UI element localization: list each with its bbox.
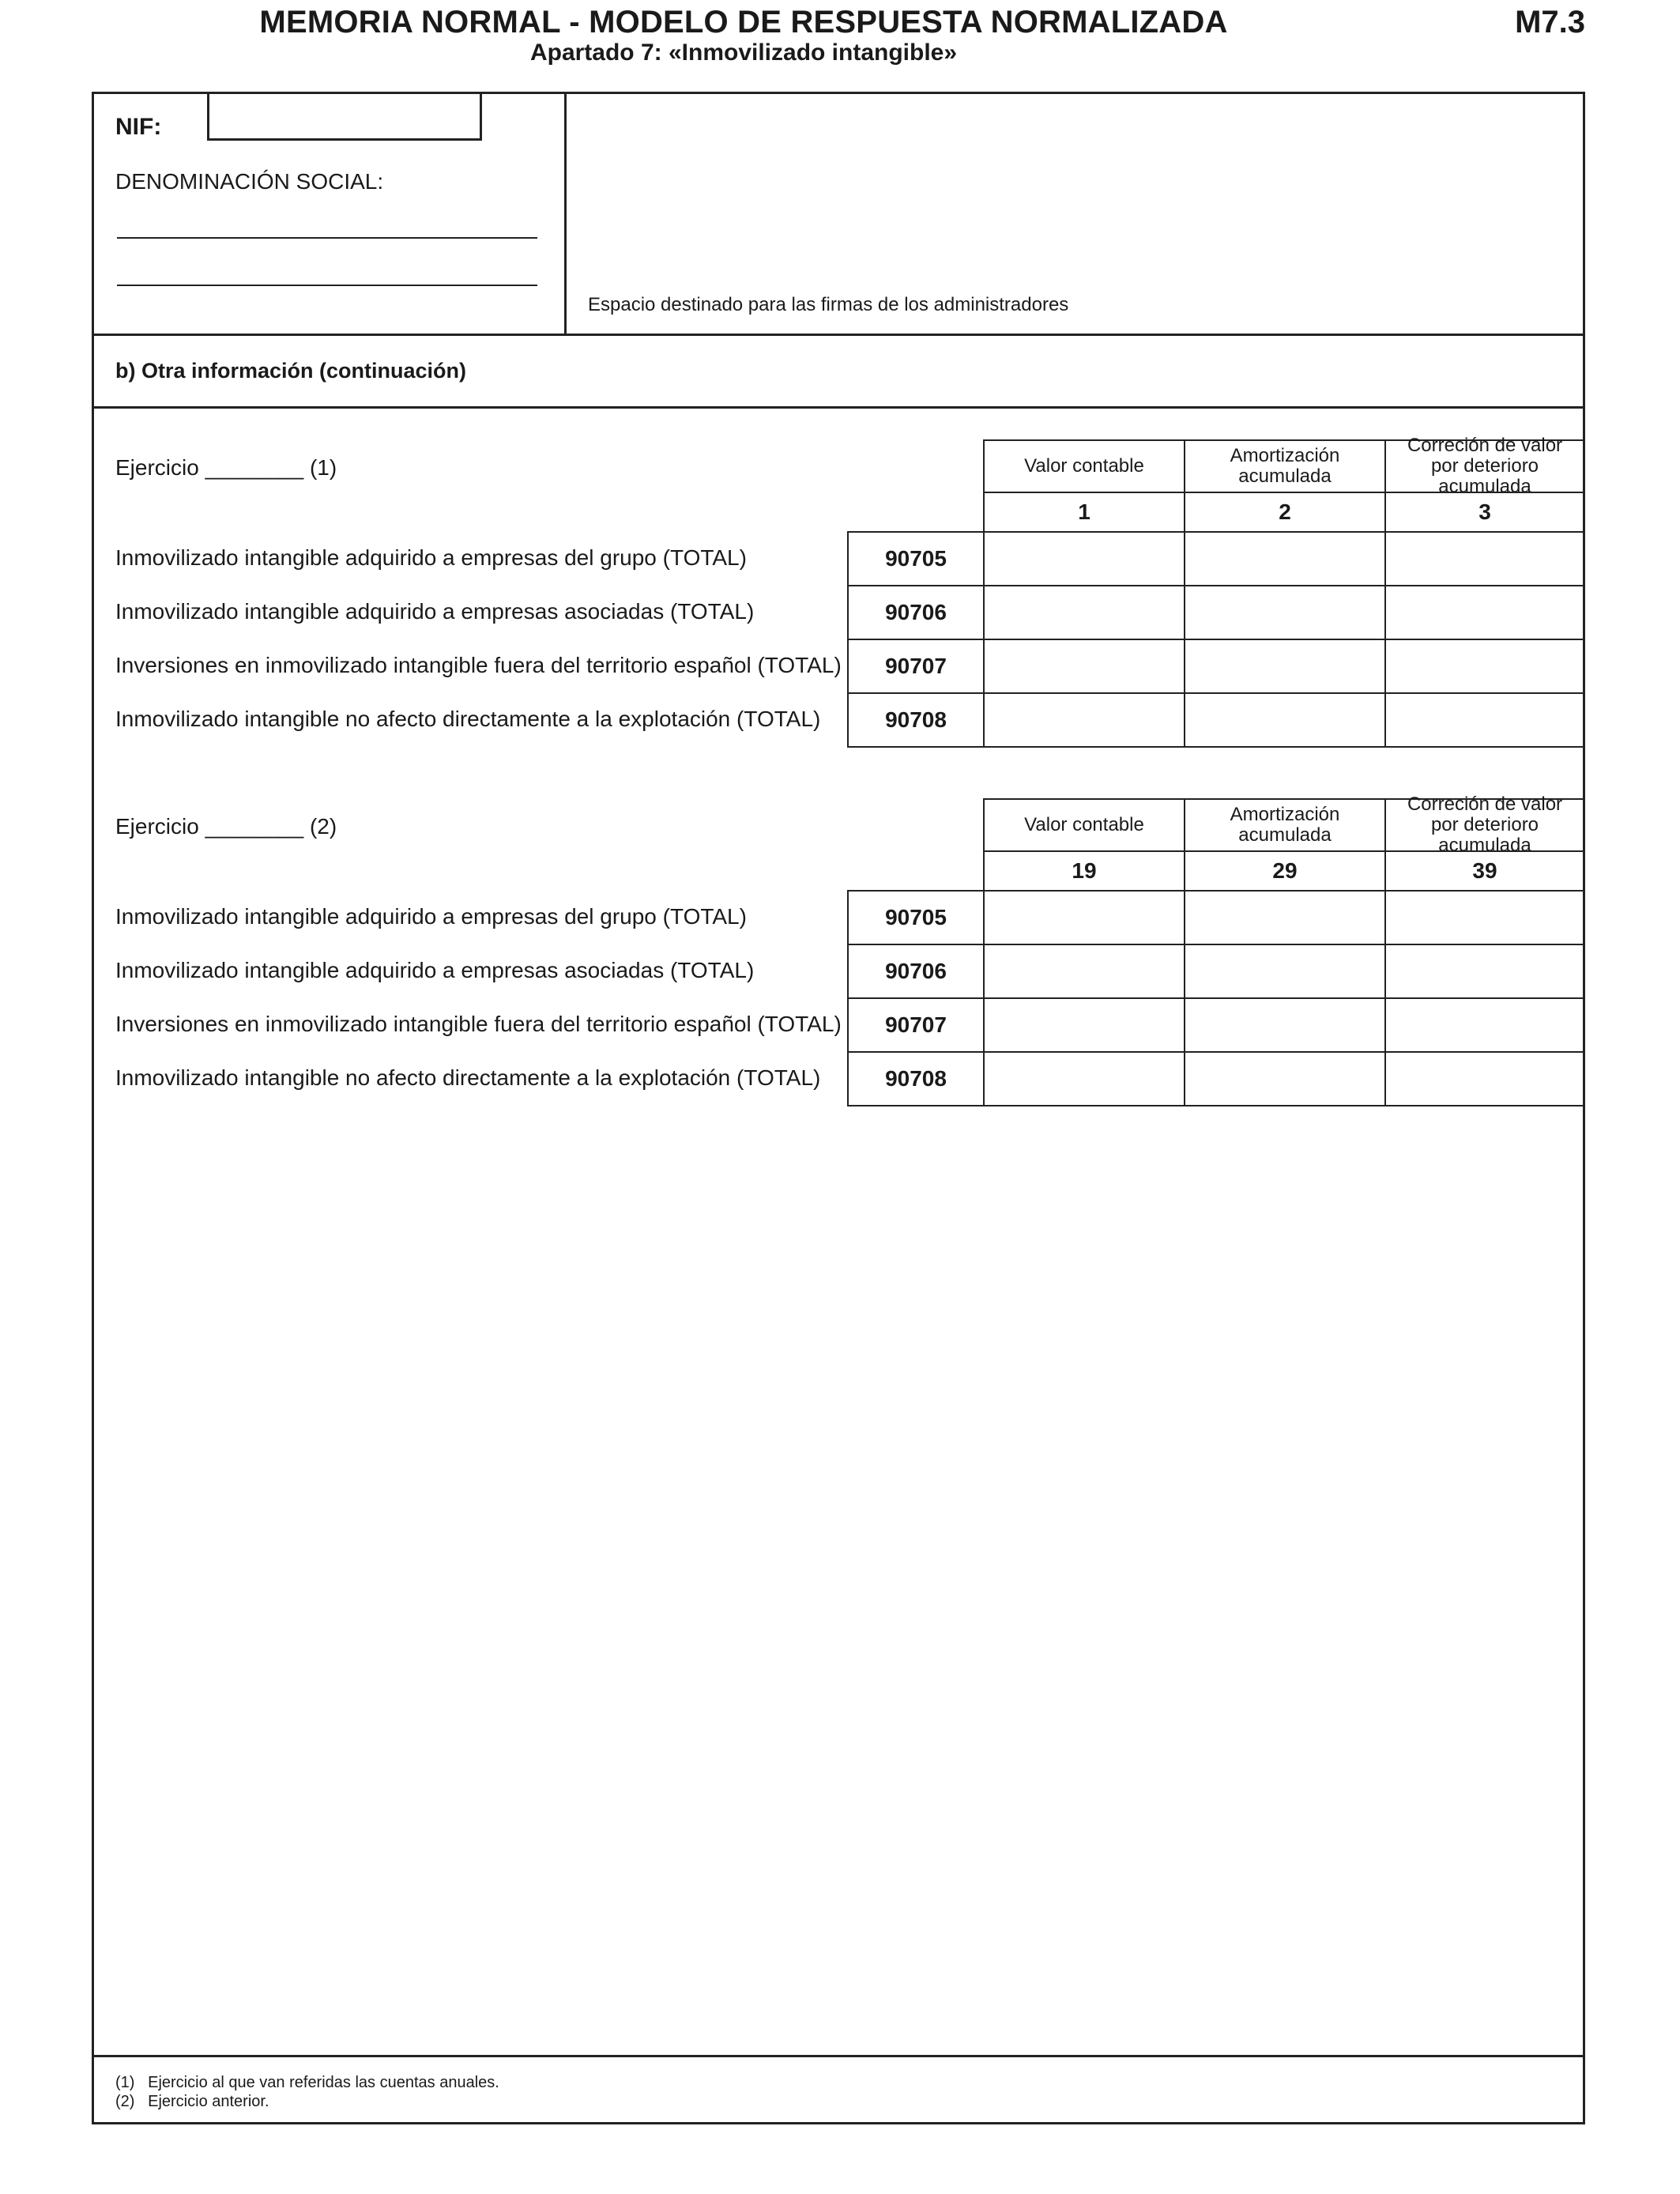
row-code: 90706 [847,585,985,640]
row-label: Inmovilizado intangible no afecto directamente a la explotación (TOTAL) [115,707,821,731]
row-label: Inversiones en inmovilizado intangible fuera del territorio español (TOTAL) [115,653,842,677]
page-subtitle: Apartado 7: «Inmovilizado intangible» [529,40,958,66]
ejercicio-label: Ejercicio ________ (1) [115,455,337,480]
row-code: 90708 [847,692,985,748]
value-cell[interactable] [983,944,1185,999]
id-divider [564,92,567,335]
denominacion-line-2[interactable] [117,285,537,286]
column-number: 19 [983,850,1185,892]
row-code: 90705 [847,531,985,586]
value-cell[interactable] [983,639,1185,694]
value-cell[interactable] [1384,997,1585,1053]
ejercicio-label: Ejercicio ________ (2) [115,814,337,839]
column-number: 29 [1184,850,1386,892]
row-code: 90707 [847,997,985,1053]
value-cell[interactable] [1184,639,1386,694]
row-label: Inmovilizado intangible adquirido a empresas asociadas (TOTAL) [115,958,755,982]
column-number: 39 [1384,850,1585,892]
column-number: 2 [1184,492,1386,533]
column-header: Valor contable [983,798,1185,852]
value-cell[interactable] [1384,890,1585,945]
value-cell[interactable] [983,890,1185,945]
form-code: M7.3 [1515,5,1585,40]
row-label: Inversiones en inmovilizado intangible fuera del territorio español (TOTAL) [115,1012,842,1036]
row-label: Inmovilizado intangible no afecto directamente a la explotación (TOTAL) [115,1065,821,1090]
value-cell[interactable] [983,692,1185,748]
footnote-rule [92,2055,1585,2057]
value-cell[interactable] [1184,890,1386,945]
value-cell[interactable] [983,531,1185,586]
value-cell[interactable] [1184,531,1386,586]
row-code: 90707 [847,639,985,694]
denominacion-label: DENOMINACIÓN SOCIAL: [115,169,384,194]
page-title: MEMORIA NORMAL - MODELO DE RESPUESTA NORMALIZADA [259,5,1228,40]
row-code: 90708 [847,1051,985,1106]
value-cell[interactable] [1384,639,1585,694]
column-header: Correción de valor por deterioro acumulada [1384,439,1585,493]
value-cell[interactable] [1384,692,1585,748]
nif-input[interactable] [207,92,482,141]
row-label: Inmovilizado intangible adquirido a empresas del grupo (TOTAL) [115,904,747,929]
column-header: Valor contable [983,439,1185,493]
column-header: Amortización acumulada [1184,439,1386,493]
value-cell[interactable] [1184,1051,1386,1106]
nif-label: NIF: [115,114,162,140]
value-cell[interactable] [1184,692,1386,748]
value-cell[interactable] [1384,585,1585,640]
value-cell[interactable] [1184,944,1386,999]
value-cell[interactable] [983,997,1185,1053]
value-cell[interactable] [1184,585,1386,640]
column-number: 3 [1384,492,1585,533]
value-cell[interactable] [1184,997,1386,1053]
value-cell[interactable] [1384,1051,1585,1106]
row-code: 90706 [847,944,985,999]
column-number: 1 [983,492,1185,533]
section-bottom-rule [92,406,1585,409]
row-label: Inmovilizado intangible adquirido a empresas del grupo (TOTAL) [115,545,747,570]
signature-note: Espacio destinado para las firmas de los administradores [588,294,1069,315]
denominacion-line-1[interactable] [117,237,537,239]
column-header: Amortización acumulada [1184,798,1386,852]
row-code: 90705 [847,890,985,945]
section-title: b) Otra información (continuación) [115,359,466,383]
footnote-1: (1) Ejercicio al que van referidas las cuentas anuales. [115,2074,499,2091]
row-label: Inmovilizado intangible adquirido a empresas asociadas (TOTAL) [115,599,755,624]
value-cell[interactable] [1384,531,1585,586]
form-frame [92,92,1585,2124]
value-cell[interactable] [983,585,1185,640]
id-bottom-rule [92,334,1585,336]
column-header: Correción de valor por deterioro acumulada [1384,798,1585,852]
value-cell[interactable] [1384,944,1585,999]
value-cell[interactable] [983,1051,1185,1106]
footnote-2: (2) Ejercicio anterior. [115,2093,269,2110]
